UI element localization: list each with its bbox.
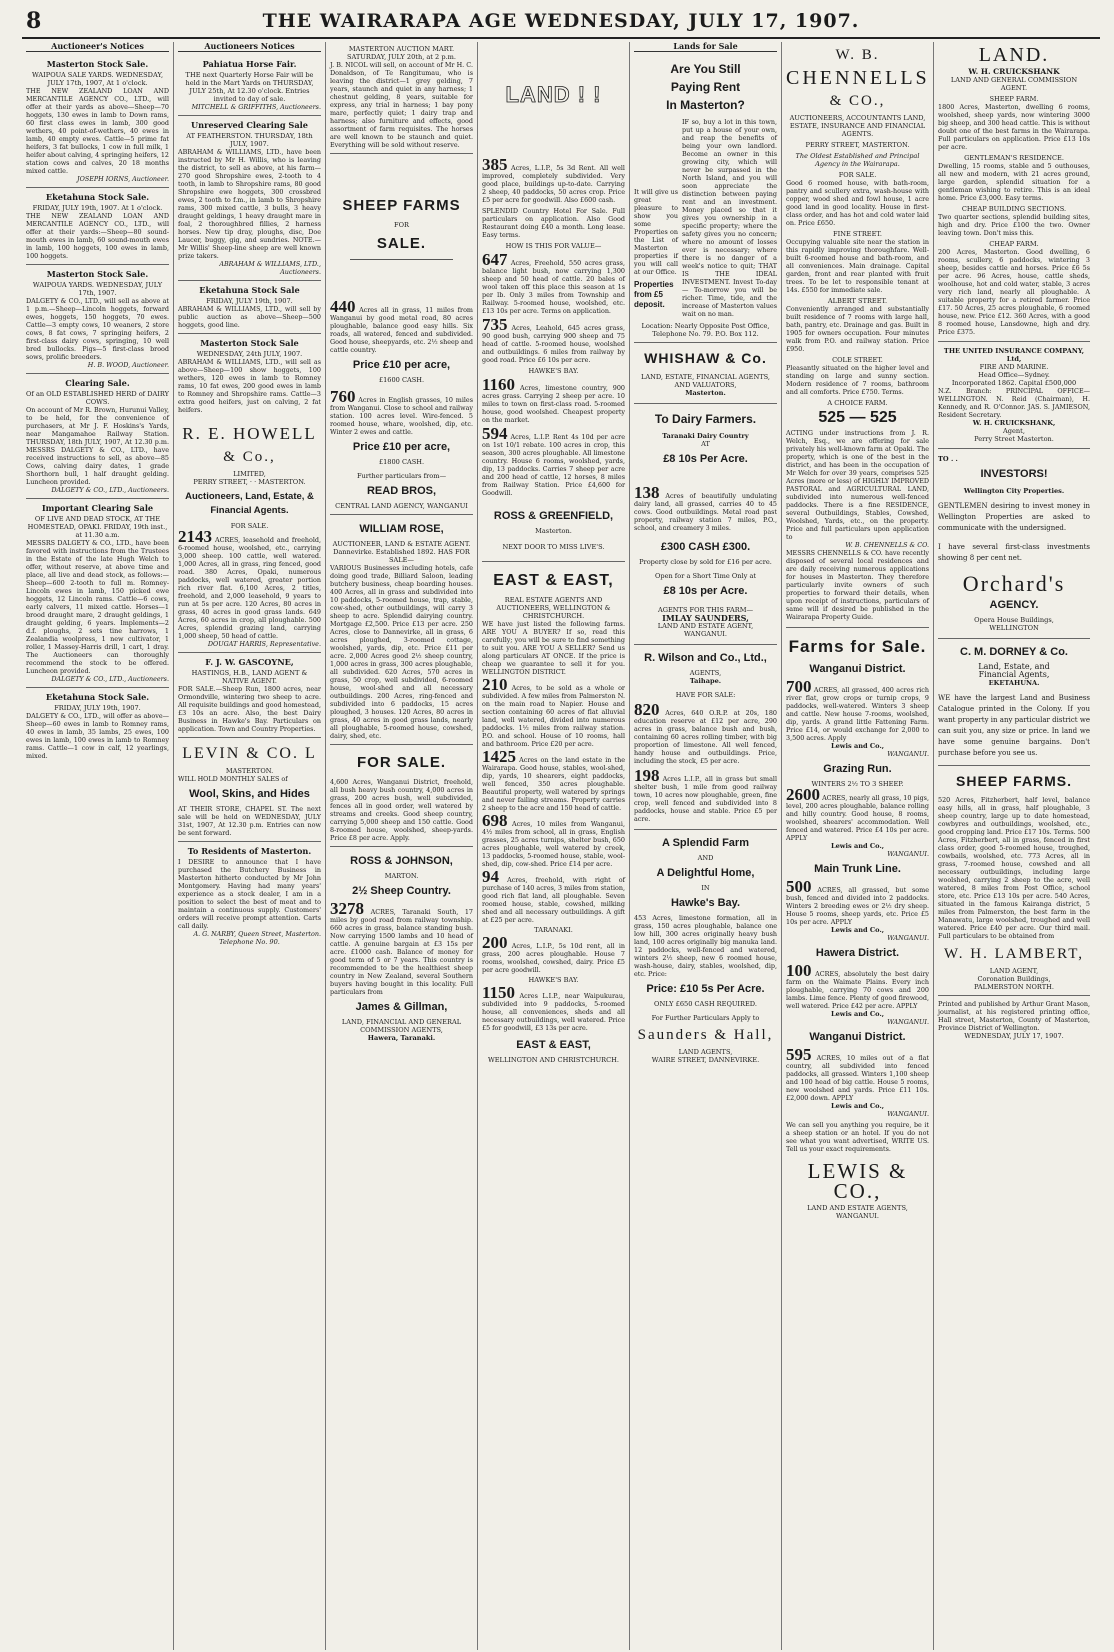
levin-big: Wool, Skins, and Hides (189, 788, 310, 801)
saunders-hall: Saunders & Hall, (637, 1027, 774, 1044)
hotel-listing: SPLENDID Country Hotel For Sale. Full particulars on application. Also Good Restaurant doing £40 a month. Long lease. Easy terms. (482, 207, 625, 239)
farm-listing: 1150 Acres L.I.P., near Waipukurau, subdivided into 9 paddocks, 5-roomed house, all conveniences, sheds and all necessary outbuildings, well watered. Price £5 for goodwill, £3 13s per acre. (482, 983, 625, 1032)
ad-body: DALGETY & CO., LTD., will offer as above—Sheep—60 ewes in lamb to Romney rams, 40 ewes in lamb, 35 lambs, 25 ewes, 100 ewes in lamb, 100 ewes in lamb to Romney rams. Cattle—1 cow in calf, 12 yearlings, mixed. (26, 712, 169, 761)
east-east-footer: EAST & EAST, (516, 1039, 591, 1051)
lambert-place: PALMERSTON NORTH. (938, 983, 1090, 996)
uic-sub: Head Office—Sydney. (978, 371, 1050, 379)
ad-title: Masterton Stock Sale. (46, 59, 149, 70)
ad-body: DALGETY & CO., LTD., will sell as above at 1 p.m.—Sheep—Lincoln hoggets, forward ewes, hoggets, 150 hoggets, 70 ewes. Cattle—3 empty cows, 10 weaners, 2 store cows, 8 fat cows, 7 springing heifers, 2 first-class dairy cows, springing, 10 well bred bullocks. Pigs—5 first-class brood sows, prolific breeders. (26, 297, 169, 362)
ad-subtitle: WEDNESDAY, 24th JULY, 1907. (196, 350, 303, 359)
farm-listing: 200 Acres, L.I.P., 5s 10d rent, all in grass, 200 acres ploughable. House 7 rooms, woolshed, cowshed, dairy. Price £5 per acre goodwill. (482, 933, 625, 974)
ad-signature: DALGETY & CO., LTD., Auctioneers. (51, 675, 169, 684)
ad-title: Eketahuna Stock Sale (199, 285, 300, 296)
auction-ad (26, 188, 169, 265)
farm-listing: 3278 ACRES, Taranaki South, 17 miles by good road from railway township. 660 acres in grass, balance standing bush. Now carrying 1500 lambs and 10 head of cattle. A genuine bargain at £3 15s per acre. £1000 cash. Balance of money for good term of 5 or 7 years. This country is recommended to be the healthiest sheep country in New Zealand, several Southern buyers having bought in this locality. Full particulars from (330, 899, 473, 996)
gascoyne-body: FOR SALE.—Sheep Run, 1800 acres, near Ormondville, wintering two sheep to acre. All requisite buildings and good homestead, £3 10s an acre. Also, the best Dairy Business in Hawke's Bay. Particulars on application. Town and Country Properties. (178, 685, 321, 734)
section-heading: ALBERT STREET. (827, 297, 888, 305)
dorney-name: C. M. DORNEY & Co. (960, 646, 1068, 658)
chennells-est: The Oldest Established and Principal Agency in the Wairarapa. (795, 152, 920, 168)
section-heading: FINE STREET. (833, 230, 882, 238)
auction-head: MASTERTON AUCTION MART. SATURDAY, JULY 20th, at 2 p.m. (346, 45, 457, 61)
howell-body: 2143 ACRES, leasehold and freehold, 6-roomed house, woolshed, etc., carrying 3,000 sheep. 100 cattle, well watered. 1,000 Acres, all in grass, ring fenced, good road. 380 Acres, Opaki, numerous paddocks, well watered, greater portion rich river flat. 6,100 Acres, 2 titles, freehold, and 2,000 leasehold, 9 years to run at 5s per acre. 120 Acres, 80 acres in grass, 40 acres in good grass lands. 649 Acres, 60 acres in crop, all ploughable. 500 Acres, splendid grazing land, carrying 1,000 sheep, 50 head of cattle. (178, 527, 321, 641)
rj-name: ROSS & JOHNSON, (350, 855, 453, 867)
east-east: EAST & EAST, (493, 572, 614, 589)
auction-ad (26, 55, 169, 188)
ee-footer-sub: WELLINGTON AND CHRISTCHURCH. (487, 1056, 620, 1064)
ad-body: THE NEW ZEALAND LOAN AND MERCANTILE AGENCY CO., LTD., will offer at their yards:—Sheep—80 sound-mouth ewes in lamb, 60 sound-mouth ewes in lamb, 100 hoggets, 100 ewes in lamb, 100 hoggets. (26, 212, 169, 261)
ad-title: Unreserved Clearing Sale (191, 120, 308, 131)
in-line: IN (701, 884, 710, 893)
taranaki-line: Taranaki Dairy Country (662, 432, 749, 441)
ad-title: Eketahuna Stock Sale. (45, 692, 150, 703)
column-7 (934, 42, 1094, 1650)
column-4 (478, 42, 630, 1650)
district-heading: Wanganui District. (809, 663, 906, 675)
gillman-name: James & Gillman, (355, 1001, 448, 1013)
cruickshank-name: W. H. CRUICKSHANK (968, 67, 1060, 76)
ad-body: MESSRS DALGETY & CO., LTD., have been favored with instructions from the Trustees in the Estate of the late Hugh Welch to offer, without reserve, at above time and place, all live and dead stock, as follows:—Sheep—600 2-tooth to full m. Romney-Lincoln ewes in lamb, 150 picked ewe hoggets, 12 Lincoln rams. Cattle—6 cows, early calvers, 11 mixed cattle. Horses—1 brood draught mare, 2 draught geldings, 1 draught gelding, 6 years. Implements—2 d.f. ploughs, 2 sets tine harrows, 1 Zealandia woolpress, 1 new cultivator, 1 roller, 1 Massey-Harris drill, 1 cart, 1 dray. The Auctioneers can thoroughly recommend the stock to be offered. Luncheon provided. (26, 539, 169, 676)
ad-subtitle: FRIDAY, JULY 19th, 1907. (54, 704, 141, 713)
lewis-co-sub: LAND AND ESTATE AGENTS, (807, 1204, 908, 1212)
ad-signature: MITCHELL & GRIFFITHS, Auctioneers. (191, 103, 321, 112)
howell-address: PERRY STREET, · · MASTERTON. (193, 478, 306, 487)
rose-sub: AUCTIONEER, LAND & ESTATE AGENT. Dannevirke. Established 1892. HAS FOR SALE— (332, 540, 471, 564)
farm-listing: 700 ACRES, all grassed, 400 acres rich river flat, grow crops or turnip crops, 9 paddocks, well-watered. Winters 3 sheep and cattle. New house 7-rooms, woolshed, dip, yards. A grand little Fattening Farm. Price £14, or would exchange for 2,000 to 3,500 acres. Apply (786, 677, 929, 742)
lambert-name: W. H. LAMBERT, (943, 946, 1085, 962)
first-class-text: I have several first-class investments showing 8 per cent net. (938, 543, 1090, 562)
rent-q2: Paying Rent (670, 80, 741, 95)
column-2 (174, 42, 326, 1650)
sheep-farms-sale: SALE. (376, 235, 427, 252)
narby-phone: Telephone No. 90. (219, 938, 280, 947)
farm-listing: 735 Acres, Leahold, 645 acres grass, 90 good bush, carrying 900 sheep and 75 head of cattle. 5-roomed house, woolshed and outbuildings. 6 miles from railway by good road. Price £6 10s per acre. (482, 315, 625, 364)
listing: Conveniently arranged and substantially built residence of 7 rooms with large hall, bath, pantry, etc. Drainage and gas. Built in 1905 for owners occupation. Four minutes walk from P.O. and railway station. Price £950. (786, 305, 929, 353)
gentlemen-text: GENTLEMEN desiring to invest money in Wellington Properties are asked to communicate with the undersigned. (938, 502, 1090, 532)
chennells-name: CHENNELLS (786, 67, 930, 89)
ad-body: ABRAHAM & WILLIAMS, LTD., will sell by public auction as above—Sheep—500 hoggets, good line. (178, 305, 321, 330)
acreage-number: 2143 (178, 527, 212, 547)
lambert-sub2: Coronation Buildings, (977, 975, 1051, 983)
page-number: 8 (26, 8, 42, 34)
levin-sub: MASTERTON. (225, 767, 274, 776)
splendid-body: 453 Acres, limestone formation, all in grass, 150 acres ploughable, balance one low hill, 300 acres originally heavy bush land, 100 acres originally big manuka land. 12 paddocks, well-fenced and watered, winters 2½ sheep, new 6 roomed house, wash-house, dairy, stables, woolshed, dip, etc. Price: (634, 914, 777, 979)
sheep-farms-for: FOR (394, 221, 409, 229)
dorney-body: WE have the largest Land and Business Catalogue printed in the Colony. If you want property in any particular district we can suit you, any size or price. In land we have some genuine bargains. Don't purchase before you see us. (938, 693, 1090, 766)
only-line: ONLY £650 CASH REQUIRED. (654, 1000, 757, 1009)
farm-listing: 94 Acres, freehold, with right of purchase of 140 acres, 3 miles from station, good rich flat land, all ploughable. Seven roomed house, stable, cowshed, milking shed and all necessary outbuildings. A gift at £25 per acre. (482, 867, 625, 924)
acreage-banner: 525 — 525 (818, 409, 897, 426)
lewis-place: WANGANUI. (887, 850, 929, 858)
lewis-sign: Lewis and Co., (830, 926, 885, 934)
value-line: HOW IS THIS FOR VALUE— (505, 242, 602, 250)
sh-sub: LAND AGENTS, (678, 1048, 733, 1057)
uic-sub: FIRE AND MARINE. (979, 363, 1049, 371)
farm-listing: 440 Acres all in grass, 11 miles from Wanganui by good metal road, 80 acres ploughable, balance good easy hills. Six roads, all watered, fenced and subdivided. Good house, sheepyards, etc. 2½ sheep and cattle country. (330, 297, 473, 354)
investors-heading: INVESTORS! (980, 468, 1048, 480)
ad-subtitle: FRIDAY, JULY 19th, 1907. (206, 297, 293, 306)
for-sale-body: 4,600 Acres, Wanganui District, freehold, all bush heavy bush country, 4,000 acres in grass, 200 acres bush, well subdivided, fences all in good order, well watered by streams and creeks. Good sheep country, carrying 5,000 sheep and 150 cattle. Good 8-roomed house, woolshed, sheep-yards. Price £8 per acre. Apply. (330, 778, 473, 842)
wellington-line: WELLINGTON (938, 624, 1090, 639)
gascoyne-ad (178, 653, 321, 738)
ad-list (178, 55, 321, 418)
rj-sub: MARTON. (384, 872, 419, 880)
lewis-co-place: WANGANUI. (835, 1212, 880, 1220)
price-line: Price: £10 5s Per Acre. (646, 983, 765, 996)
listing: Dwelling, 15 rooms, stable and 5 outhouses, all new and modern, with 21 acres ground, large garden, splendid situation for a gentleman wishing to retire. This is an ideal home. Price £3,000. Easy terms. (938, 162, 1090, 202)
ad-title: Important Clearing Sale (41, 503, 154, 514)
dorney-place: EKETAHUNA. (988, 679, 1040, 687)
region-heading: HAWKE'S BAY. (528, 367, 579, 375)
sheep-farms-title: SHEEP FARMS (342, 197, 461, 214)
howell-name: R. E. HOWELL (182, 424, 317, 444)
levin-body: WILL HOLD MONTHLY SALES of (178, 775, 288, 784)
lambert-sub: LAND AGENT, (989, 967, 1039, 975)
levin-tail: AT THEIR STORE, CHAPEL ST. The next sale will be held on WEDNESDAY, JULY 31st, 1907, At 12.30 p.m. Entries can now be sent forward. (178, 805, 321, 838)
columns (22, 42, 1100, 1650)
listing: Pleasantly situated on the higher level and standing on large and sunny section. Modern residence of 7 rooms, bathroom and all comforts. Price £750. Terms. (786, 364, 929, 396)
rose-ad (330, 515, 473, 745)
price-line: Price £10 per acre, (352, 359, 451, 371)
section-heading: CHEAP BUILDING SECTIONS. (961, 205, 1067, 213)
howell-ad (178, 418, 321, 653)
uic-branch: N.Z. Branch: PRINCIPAL OFFICE—WELLINGTON. N. Reid (Chairman), H. Kennedy, and R. O'Connor. JAS. S. JAMIESON, Resident Secretary. (938, 387, 1090, 419)
ad-title: Masterton Stock Sale (200, 338, 299, 349)
ad-subtitle: OF LIVE AND DEAD STOCK, AT THE HOMESTEAD, OPAKI. FRIDAY, 19th inst., at 11.30 a.m. (27, 515, 168, 540)
masthead (22, 6, 1100, 39)
gascoyne-name: F. J. W. GASCOYNE, (205, 657, 294, 668)
ad-subtitle: THE next Quarterly Horse Fair will be held in the Mart Yards on THURSDAY, JULY 25th, At 12.30 o'clock. Entries invited to day of sale. (185, 71, 314, 104)
chennells-sub: AUCTIONEERS, ACCOUNTANTS LAND, ESTATE, INSURANCE AND FINANCIAL AGENTS. (789, 114, 926, 138)
section-heading: CHEAP FARM. (989, 240, 1039, 248)
rj-big: 2½ Sheep Country. (352, 885, 451, 897)
imprint: Printed and published by Arthur Grant Mason, journalist, at his registered printing office, Hall street, Masterton, County of Masterton, Province District of Wellington. (938, 1000, 1090, 1032)
lewis-sign: Lewis and Co., (830, 842, 885, 850)
lewis-sign: Lewis and Co., (830, 1010, 885, 1018)
region-heading: TARANAKI. (534, 926, 573, 934)
rose-body: VARIOUS Businesses including hotels, cafe doing good trade, Billiard Saloon, leading butchery business, cheap boarding houses. 400 Acres, all in grass and subdivided into 10 paddocks, 5-roomed house, trap, stable, cow-shed, other outbuildings, will carry 3 sheep to acre. Splendid dairying country. Mortgage £2,500. Price £13 per acre. 250 Acres, close to Dannevirke, all in grass, 6 acres ploughed, 3-roomed cottage, woolshed, yards, dip, etc. Price £11 per acre. 2,000 Acres good 2½ sheep country, 1,000 acres in grass, 300 acres ploughable, all subdivided. 620 Acres, 570 acres in grass, 50 crop, well subdivided, 6-roomed house, wool-shed and all necessary outbuildings. 200 Acres, ring-fenced and subdivided into 6 paddocks, 15 acres ploughed, 3 houses. 120 Acres, 80 acres in grass, 40 acres in good grass lands, nearly all ploughable, 5-roomed house, cowshed, dairy, shed, etc. (330, 564, 473, 740)
rent-ad-body (634, 118, 777, 318)
levin-ad (178, 738, 321, 842)
auction-ad (26, 374, 169, 499)
auction-mart-ad (330, 42, 473, 154)
listing: MESSRS CHENNELLS & CO. have recently disposed of several local residences and are daily receiving numerous applications for houses in Masterton. They therefore particularly invite owners of such properties to forward their details, when upon receipt of instructions, particulars of same will if desired be published in the Wairarapa Property Guide. (786, 549, 929, 628)
imlay-place: WANGANUI. (634, 630, 777, 645)
auction-ad (26, 688, 169, 764)
ross-johnson-ad (330, 847, 473, 1046)
imlay-name: IMLAY SAUNDERS, (662, 613, 749, 624)
wilson-sub: AGENTS, (689, 669, 722, 678)
whishaw-name: WHISHAW & Co. (644, 350, 767, 367)
further-line: For Further Particulars Apply to (651, 1014, 760, 1023)
howell-tagline: Auctioneers, Land, Estate, & Financial Agents. (185, 491, 314, 517)
orchards-name: Orchard's (962, 571, 1066, 596)
lewis-sign: Lewis and Co., (830, 742, 885, 750)
lewis-sign: Lewis and Co., (830, 1102, 885, 1110)
narby-body: I DESIRE to announce that I have purchased the Butchery Business in Masterton hitherto conducted by Mr John Montgomery. Having had many years' experience as a stock dealer, I am in a position to select the best of meat and to maintain a continuous supply. Customers' orders will receive prompt attention. Carts call daily. (178, 858, 321, 931)
price-line: Price £10 per acre, (352, 441, 451, 453)
and-line: AND (697, 854, 714, 863)
land-headline: LAND ! ! (505, 82, 602, 107)
ad-signature: ABRAHAM & WILLIAMS, LTD., Auctioneers. (219, 260, 321, 277)
ad-title: Clearing Sale. (65, 378, 130, 389)
cash-line: £1800 CASH. (378, 458, 425, 466)
district-heading: Main Trunk Line. (814, 863, 901, 875)
rent-q1: Are You Still (670, 62, 741, 77)
rent-text: IF so, buy a lot in this town, put up a house of your own, and reap the benefits of being your own landlord. Become an owner in this growing city, which will never be surpassed in the North Island, and you will soon appreciate the distinction between paying rent and an investment. Money placed so that it gives you ownership in a specific property; where the safety gives you no concern; where no amount of losses ever is necessary; where there is no danger of a week's notice to quit; THAT IS THE IDEAL INVESTMENT. Invest To-day — To-morrow you will be richer. Time, tide, and the increase of Masterton values wait on no man. (682, 118, 777, 319)
agents-line: AGENTS FOR THIS FARM— (657, 606, 754, 615)
auction-ad (178, 55, 321, 116)
lewis-place: WANGANUI. (887, 934, 929, 942)
howell-name-2: & Co., (223, 449, 276, 466)
auction-ad (26, 265, 169, 374)
cash-line: £1600 CASH. (378, 376, 425, 384)
ad-subtitle: WAIPOUA SALE YARDS. WEDNESDAY, JULY 17th, 1907, At 1 o'clock. (31, 71, 164, 88)
ad-signature: DALGETY & CO., LTD., Auctioneers. (51, 486, 169, 495)
ad-list (26, 55, 169, 764)
levin-name: LEVIN & CO. L (182, 745, 317, 763)
section-heading: GENTLEMAN'S RESIDENCE. (964, 154, 1064, 162)
ad-body: THE NEW ZEALAND LOAN AND MERCANTILE AGENCY CO., LTD., will offer at their yards as above—Sheep—70 hoggets, 130 ewes in lamb to Down rams, 60 first class ewes in lamb, 300 good wethers, 40 point-of-wethers, 40 ewes in lamb, 40 empty ewes. Cattle—5 prime fat heifers, 3 fat bullocks, 1 cow in full milk, 1 heifer about calving, 4 springing heifers, 12 station cows and calves, 20 18 months mixed cattle. (26, 87, 169, 176)
farm-listing: 820 Acres, 640 O.R.P. at 20s, 180 education reserve at £12 per acre, 290 acres in grass, balance bush and bush, containing 60 acres rolling timber, with big proportion of limestone. All well fenced, handy house and outbuildings. Price, including the stock, £5 per acre. (634, 700, 777, 766)
rent-q3: In Masterton? (666, 98, 745, 113)
location-line: Location: Nearly Opposite Post Office, Telephone No. 79. P.O. Box 112. (634, 322, 777, 343)
ad-subtitle: Of an OLD ESTABLISHED HERD of DAIRY COWS. (26, 390, 169, 407)
farm-listing: 138 Acres of beautifully undulating dairy land, all grassed, carries 40 to 45 cows. Good outbuildings. Metal road past property, railway station 7 miles, P.O., school, and creamery 3 miles. (634, 483, 777, 533)
auction-ad (178, 281, 321, 334)
ad-body: ABRAHAM & WILLIAMS, LTD., have been instructed by Mr H. Willis, who is leaving the district, to sell as above, at his farm—270 good Shropshire ewes, 2-tooth to 4 tooth, in lamb to Shropshire rams, 80 good Shropshire ewe hoggets, 300 crossbred ewes, 2 tooth to f.m., in lamb to Shropshire rams, 300 mixed cattle, 3 bulls, 3 heavy draught geldings, 1 heavy draught mare in foal, 2 thoroughbred fillies, 2 harness horses. New tip dray, ploughs, disc, Doe Laucer, buggy, gig, and sundries. NOTE.—Mr Willis' Sheep-line sheep are well known prize takers. (178, 148, 321, 261)
have-line: HAVE FOR SALE: (675, 691, 736, 700)
farms-for-sale: Farms for Sale. (788, 637, 927, 656)
dorney-sub2: Financial Agents, (978, 670, 1050, 679)
ad-title: Eketahuna Stock Sale. (45, 192, 150, 203)
district-heading: Grazing Run. (823, 763, 892, 775)
farm-listing: 385 Acres, L.I.P., 5s 3d Rent. All well improved, completely subdivided. Very good place, buildings up-to-date. Carrying 2 sheep, 40 paddocks, 50 acres crop. Price £5 per acre for goodwill. Also £600 cash. (482, 155, 625, 204)
ad-body: ABRAHAM & WILLIAMS, LTD., will sell as above—Sheep—100 show hoggets, 100 wethers, 120 ewes in lamb to Romney rams, 10 fat ewes, 200 good ewes in lamb to Romney and Shropshire rams. Cattle—3 extra good heifers, just on calving, 2 fat heifers. (178, 358, 321, 415)
farm-listing: 198 Acres L.I.P., all in grass but small shelter bush, 1 mile from good railway town, 10 acres now ploughable, green, fine crop, well fenced and subdivided into 8 paddocks, house and stable. Price £5 per acre. (634, 769, 777, 830)
gillman-sub: LAND, FINANCIAL AND GENERAL COMMISSION AGENTS, (341, 1018, 462, 1034)
farm-listing: 1160 Acres, limestone country, 900 acres grass. Carrying 2 sheep per acre. 10 miles to town on first-class road. 5-roomed house, good woolshed. Cheapest property on the market. (482, 375, 625, 424)
auction-ad (178, 116, 321, 281)
hawkes-bay: Hawke's Bay. (670, 897, 741, 910)
district-heading: Wanganui District. (809, 1031, 906, 1043)
chennells-address: PERRY STREET, MASTERTON. (805, 141, 910, 149)
sh-place: WAIRE STREET, DANNEVIRKE. (651, 1056, 760, 1065)
opera-line: Opera House Buildings, (974, 616, 1054, 624)
wilson-name: R. Wilson and Co., Ltd., (644, 652, 767, 665)
auction-ad (26, 499, 169, 688)
sheep-farms-ad (330, 154, 473, 515)
ad-subtitle: AT FEATHERSTON. THURSDAY, 18th JULY, 1907. (186, 132, 313, 149)
wellington-city: Wellington City Properties. (963, 487, 1065, 495)
uic-agent-address: Perry Street Masterton. (938, 435, 1090, 449)
delightful-home: A Delightful Home, (656, 867, 755, 880)
cash-line: £300 CASH £300. (660, 541, 751, 554)
chennells-sign: W. B. CHENNELLS & CO. (845, 541, 929, 549)
wilson-place: Taihape. (689, 677, 722, 686)
ad-signature: JOSEPH IORNS, Auctioneer. (77, 175, 169, 184)
read-bros: READ BROS, (366, 485, 437, 497)
to-line: TO . . (938, 455, 958, 463)
uic-agent-title: Agent, (1003, 427, 1025, 435)
further-line: Further particulars from— (356, 472, 447, 480)
ee-body: WE have just listed the following farms. ARE YOU A BUYER? If so, read this carefully; you will be sure to find something to suit you. ARE YOU A SELLER? Send us along particulars AT ONCE. If the price is cheap we guarantee to sell it for you. WELLINGTON DISTRICT. (482, 620, 625, 676)
lewis-place: WANGANUI. (887, 1110, 929, 1118)
region-heading: HAWKE'S BAY. (528, 976, 579, 984)
agency-name: AGENCY. (989, 599, 1039, 611)
dorney-sub: Land, Estate, and (978, 662, 1050, 671)
ad-subtitle: FRIDAY, JULY 19th, 1907. At 1 o'clock. (32, 204, 163, 213)
ad-subtitle: WAIPOUA YARDS. WEDNESDAY, JULY 17th, 1907. (32, 281, 163, 298)
chennells-initials: W. B. (835, 47, 880, 63)
farm-listing: 595 ACRES, 10 miles out of a flat country, all subdivided into fenced paddocks, all grassed. Winters 1,100 sheep and 100 head of big cattle. House 5 rooms, new woolshed and yards. Price £11 10s. £2,000 down. APPLY (786, 1045, 929, 1102)
section-heading: A CHOICE FARM. (827, 399, 888, 407)
rg-next: NEXT DOOR TO MISS LIVE'S. (482, 543, 625, 562)
auction-body: J. B. NICOL will sell, on account of Mr H. C. Donaldson, of Te Rangitumau, who is leaving the district—1 grey gelding, 7 years, staunch and quiet in any harness; 1 chestnut gelding, 8 years, suitable for express, any trial in harness; 1 bay pony mare, perfectly quiet; 1 dairy trap and harness; also furniture and effects, good assortment of farm requisites. The horses are well known to be staunch and quiet. Everything will be sold without reserve. (330, 61, 473, 149)
at-line: AT (701, 440, 710, 449)
howell-sign: DOUGAT HARRIS, Representative. (207, 640, 321, 649)
column-heading: Auctioneer's Notices (26, 42, 169, 52)
gascoyne-sub: HASTINGS, H.B., LAND AGENT & NATIVE AGENT. (191, 669, 308, 686)
imprint-date: WEDNESDAY, JULY 17, 1907. (964, 1032, 1064, 1040)
cruickshank-sub: LAND AND GENERAL COMMISSION AGENT. (950, 76, 1078, 92)
side-note: It will give us great pleasure to show you some Properties on the List of Masterton properties if you will call at our Office. (634, 188, 678, 277)
auction-ad (178, 334, 321, 418)
lewis-place: WANGANUI. (887, 1018, 929, 1026)
farm-listing: 100 ACRES, absolutely the best dairy farm on the Waimate Plains. Every inch ploughable, carrying 70 cows and 200 lambs. Lime fence. Plenty of good firewood, well watered. Price £42 per acre. APPLY (786, 961, 929, 1010)
listing: 1800 Acres, Masterton, dwelling 6 rooms, woolshed, sheep yards, now wintering 3000 big sheep, and 300 head cattle. This is without doubt one of the best farms in the Wairarapa. Full particulars on application. Price £13 10s per acre. (938, 103, 1090, 151)
narby-title: To Residents of Masterton. (187, 846, 312, 857)
we-can-sell: We can sell you anything you require, be it a sheep station or an hotel. If you do not see what you want advertised, WRITE US. Tell us your exact requirements. (786, 1121, 929, 1153)
whishaw-sub: LAND, ESTATE, FINANCIAL AGENTS, AND VALUATORS, (640, 373, 771, 390)
ee-sub: REAL ESTATE AGENTS AND AUCTIONEERS, WELLINGTON & CHRISTCHURCH. (496, 596, 611, 620)
listing: ACTING under instructions from J. R. Welch, Esq., we are offering for sale privately his well-known farm at Opaki. The property, which is one of the best in the district, and has been in the occupation of Mr Welch for over 39 years, comprises 525 Acres (more or less) of HIGHLY IMPROVED PASTORAL and AGRICULTURAL LAND, subdivided into numerous well-fenced paddocks. There is a fine RESIDENCE, several Outbuildings, Stables, Cowshed, Woolshed, Yards, etc., on the property. Price and full particulars upon application to (786, 429, 929, 541)
dairy-headline: To Dairy Farmers. (654, 412, 757, 427)
whishaw-place: Masterton. (634, 389, 777, 404)
farm-listing: 698 Acres, 10 miles from Wanganui, 4½ miles from school, all in grass, English grasses, 25 acres turnips, shelter bush, 650 acres ploughable, well watered by creek, 13 paddocks, 5-roomed house, stable, wool-shed, dip, cow-shed. Price £14 per acre. (482, 811, 625, 868)
uic-name: THE UNITED INSURANCE COMPANY, Ltd, (943, 347, 1085, 363)
ad-body: On account of Mr R. Brown, Hurunui Valley, to be held, for the convenience of purchasers, at Mr J. F. Hoskins's Yards, near Mangamahoe Railway Station. THURSDAY, 18th JULY, 1907, At 12.30 p.m. MESSRS DALGETY & CO., LTD., have received instructions to sell, as above—85 Cows, calving dairy dates, 1 grade Shorthorn bull, 1 half draught gelding. Luncheon provided. (26, 406, 169, 487)
price-line: £8 10s Per Acre. (663, 453, 748, 466)
listing: 200 Acres, Masterton. Good dwelling, 6 rooms, scullery, 6 paddocks, wintering 3 sheep, besides cattle and horses. Price £6 5s per acre. 96 Acres, house, cattle sheds, woolhouse, hot and cold water, stable, 3 acres very rich land, nearly all ploughable. A suitable property for a retired farmer. Price £17. 50 Acres, 25 acres ploughable, 6 roomed house, new. Price £12. 360 Acres, with a good 8 roomed house, Lansdowne, high and dry. Price £375. (938, 248, 1090, 342)
section-heading: SHEEP FARM. (989, 95, 1039, 103)
farm-listing: 760 Acres in English grasses, 10 miles from Wanganui. Close to school and railway station. 100 acres level. Wire-fenced. 5 roomed house, whare, woolshed, dip, etc. Winter 2 ewes and cattle. (330, 387, 473, 436)
ad-signature: H. B. WOOD, Auctioneer. (87, 361, 169, 370)
open-line: Open for a Short Time Only at (654, 572, 757, 581)
listing: 520 Acres, Fitzherbert, half level, balance easy hills, all in grass, half ploughable, 3 sheep country, large up to date homestead, cowbyres and outbuildings, woolshed, etc., good cropping land. Price £17 10s. Terms. 500 Acres, Fitzherbert, all in grass, fenced in first class order, good 5-roomed house, troughed, cowbails, woolshed, etc. 773 Acres, all in grass, 7-roomed house, cowshed and all necessary outbuildings, including large woolshed, carrying 2 sheep to the acre, well watered, 8 miles from Post Office, school store, etc. Price £13 10s per acre. 540 Acres, situated in the famous Kairanga district, 5 miles from Palmerston, the best farm in the Manawatu, large woolshed, troughed and well watered. Price £40 per acre. Our third mail. Full particulars to be obtained from (938, 796, 1090, 940)
splendid-farm: A Splendid Farm (662, 837, 749, 850)
gillman-place: Hawera, Taranaki. (367, 1034, 436, 1042)
imlay-sub: LAND AND ESTATE AGENT, (657, 622, 754, 631)
ad-title: Pahiatua Horse Fair. (202, 59, 297, 70)
for-sale-title: FOR SALE. (356, 754, 446, 771)
lewis-place: WANGANUI. (887, 750, 929, 758)
howell-sub: LIMITED, (233, 470, 266, 479)
land-heading: LAND. (978, 44, 1050, 66)
ad-title: Masterton Stock Sale. (46, 269, 149, 280)
farm-listing: 2600 ACRES, nearly all grass, 10 pigs, level, 200 acres ploughable, balance rolling and hilly country. Good house, 8 rooms, woolshed, shearers' accommodation. Well fenced and watered. Price £4 10s per acre. APPLY (786, 785, 929, 842)
rg-place: Masterton. (535, 527, 572, 535)
for-sale-ad (330, 745, 473, 847)
ross-greenfield: ROSS & GREENFIELD, (493, 510, 614, 522)
read-bros-sub: CENTRAL LAND AGENCY, WANGANUI (335, 502, 468, 510)
column-heading: Lands for Sale (634, 42, 777, 52)
listing: Two quarter sections, splendid building sites, high and dry. Price £100 the two. Owner leaving town. Don't miss this. (938, 213, 1090, 237)
newspaper-title: THE WAIRARAPA AGE WEDNESDAY, JULY 17, 1907. (262, 10, 860, 32)
section-heading: FOR SALE. (838, 171, 877, 179)
rose-name: WILLIAM ROSE, (359, 523, 444, 535)
narby-ad (178, 842, 321, 950)
farm-listing: 210 Acres, to be sold as a whole or subdivided. A few miles from Palmerston N. on the main road to Napier. House and section containing 60 acres of flat alluvial land, well watered, divided into numerous paddocks. 1½ miles from railway station. P.O. and school. House of 10 rooms, hall and bathroom. Price £20 per acre. (482, 675, 625, 748)
farm-listing: 647 Acres, Freehold, 550 acres grass, balance light bush, now carrying 1,300 sheep and 50 head of cattle. 20 bales of wool taken off this place this season at 1s per lb. Only 3 miles from Township and Railway. 5-roomed house, woolshed, etc. £13 10s per acre. Terms on application. (482, 250, 625, 315)
column-1 (22, 42, 174, 1650)
column-3 (326, 42, 478, 1650)
column-6 (782, 42, 934, 1650)
sheep-farms-heading: SHEEP FARMS. (956, 773, 1072, 789)
narby-sign: A. G. NARBY, Queen Street, Masterton. (193, 930, 321, 939)
deposit-note: Properties from £5 deposit. (634, 280, 674, 310)
district-heading: Hawera District. (815, 947, 900, 959)
uic-agent: W. H. CRUICKSHANK, (972, 419, 1056, 427)
howell-forsale: FOR SALE. (230, 522, 269, 531)
column-5 (630, 42, 782, 1650)
price-line: £8 10s per Acre. (663, 585, 748, 598)
listing: Occupying valuable site near the station in this rapidly improving thoroughfare. Well-built 6-roomed house and bath-room, and all conveniences. Main drainage. Capital garden, front and rear planted with fruit trees. To be let to responsible tenant at 14s. £550 for immediate sale. (786, 238, 929, 294)
prop-line: Property close by sold for £16 per acre. (639, 558, 772, 567)
farm-listing: 1425 Acres on the land estate in the Wairarapa. Good house, stables, wool-shed, dip, yards, 10 shearers, eight paddocks, well fenced, 350 acres ploughable. Beautiful property, well watered by springs and never failing streams. Property carries 2 sheep to the acre and 150 head of cattle. (482, 747, 625, 812)
farm-listing: 594 Acres, L.I.P. Rent 4s 10d per acre on 1st 10/1 rebate. 100 acres in crop, this season, 300 acres ploughable. All limestone country. House 6 rooms, woolshed, yards, dip, 13 paddocks. Carries 7 sheep per acre and 200 head of cattle, 12 horses, 8 miles from Railway Station. Price £4,600 for Goodwill. (482, 424, 625, 497)
listing: Good 6 roomed house, with bath-room, pantry and scullery extra, wash-house with copper, wood shed and fowl house, 1 acre good land in good locality. House in first-class order, and has hot and cold water laid on. Price £650. (786, 179, 929, 227)
lewis-co-name: LEWIS & CO., (807, 1159, 908, 1203)
winters-line: WINTERS 2½ TO 3 SHEEP. (811, 780, 904, 788)
farm-listing: 500 ACRES, all grassed, but some bush, fenced and divided into 2 paddocks. Winters 2 breeding ewes or 2½ dry sheep. House 5 rooms, sheep yards, etc. Price £5 10s per acre. APPLY (786, 877, 929, 926)
column-heading: Auctioneers Notices (178, 42, 321, 52)
section-heading: COLE STREET. (832, 356, 883, 364)
chennells-co: & CO., (829, 93, 886, 109)
uic-inc: Incorporated 1862. Capital £500,000 (951, 379, 1077, 387)
